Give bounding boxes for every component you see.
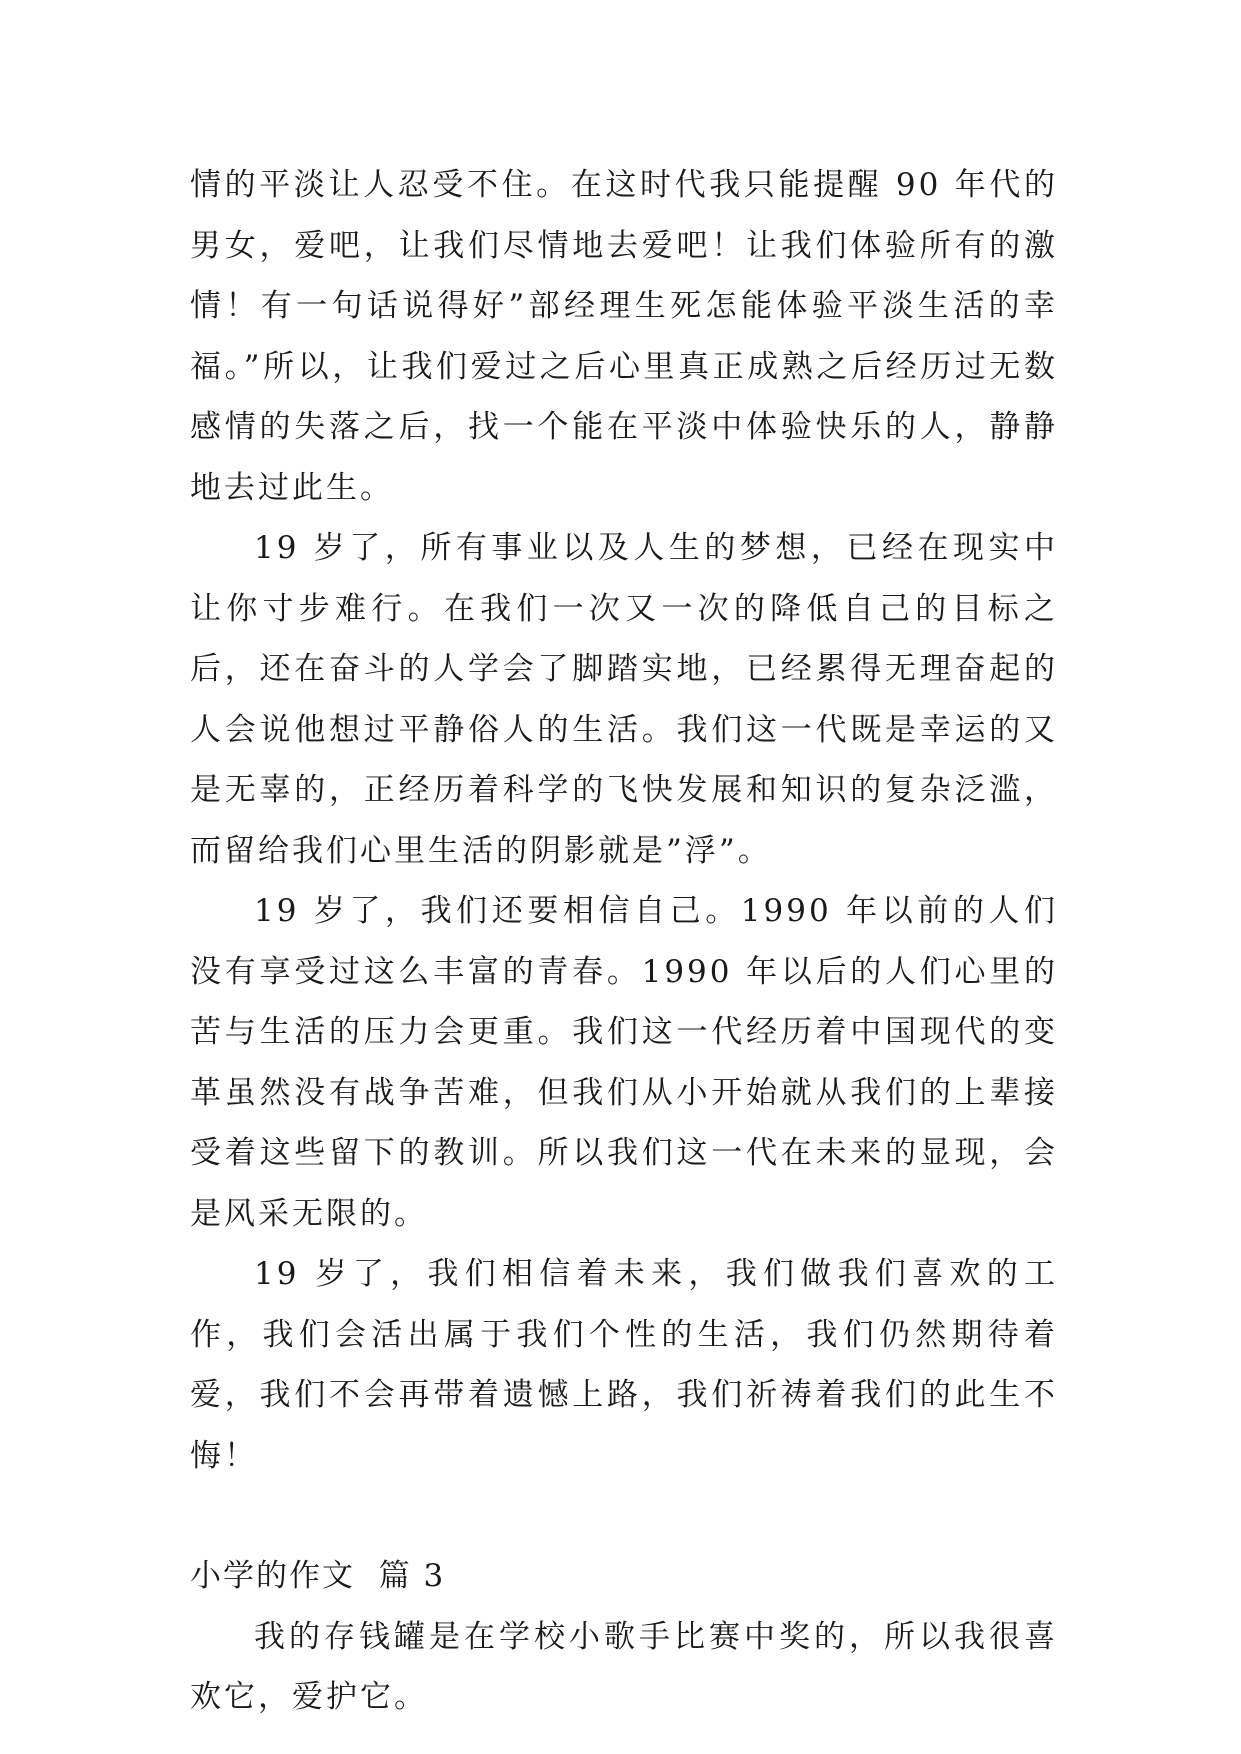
document-body <box>190 155 1058 1728</box>
paragraph-5: 我的存钱罐是在学校小歌手比赛中奖的，所以我很喜欢它，爱护它。 <box>190 1618 1058 1715</box>
paragraph-4: 19 岁了，我们相信着未来，我们做我们喜欢的工作，我们会活出属于我们个性的生活，我们仍然期待着爱，我们不会再带着遗憾上路，我们祈祷着我们的此生不悔！ <box>190 1256 1058 1474</box>
paragraph-2: 19 岁了，所有事业以及人生的梦想，已经在现实中让你寸步难行。在我们一次又一次的降低自己的目标之后，还在奋斗的人学会了脚踏实地，已经累得无理奋起的人会说他想过平静俗人的生活。我们这一代既是幸运的又是无辜的，正经历着科学的飞快发展和知识的复杂泛滥，而留给我们心里生活的阴影就是”浮”。 <box>190 530 1058 869</box>
section-title: 小学的作文 篇 3 <box>190 1558 446 1594</box>
paragraph-3: 19 岁了，我们还要相信自己。1990 年以前的人们没有享受过这么丰富的青春。1990 年以后的人们心里的苦与生活的压力会更重。我们这一代经历着中国现代的变革虽然没有战争苦难，但我们从小开始就从我们的上辈接受着这些留下的教训。所以我们这一代在未来的显现，会是风采无限的。 <box>190 893 1058 1232</box>
paragraph-1: 情的平淡让人忍受不住。在这时代我只能提醒 90 年代的男女，爱吧，让我们尽情地去爱吧！让我们体验所有的激情！有一句话说得好”部经理生死怎能体验平淡生活的幸福。”所以，让我们爱过之后心里真正成熟之后经历过无数感情的失落之后，找一个能在平淡中体验快乐的人，静静地去过此生。 <box>190 167 1058 506</box>
